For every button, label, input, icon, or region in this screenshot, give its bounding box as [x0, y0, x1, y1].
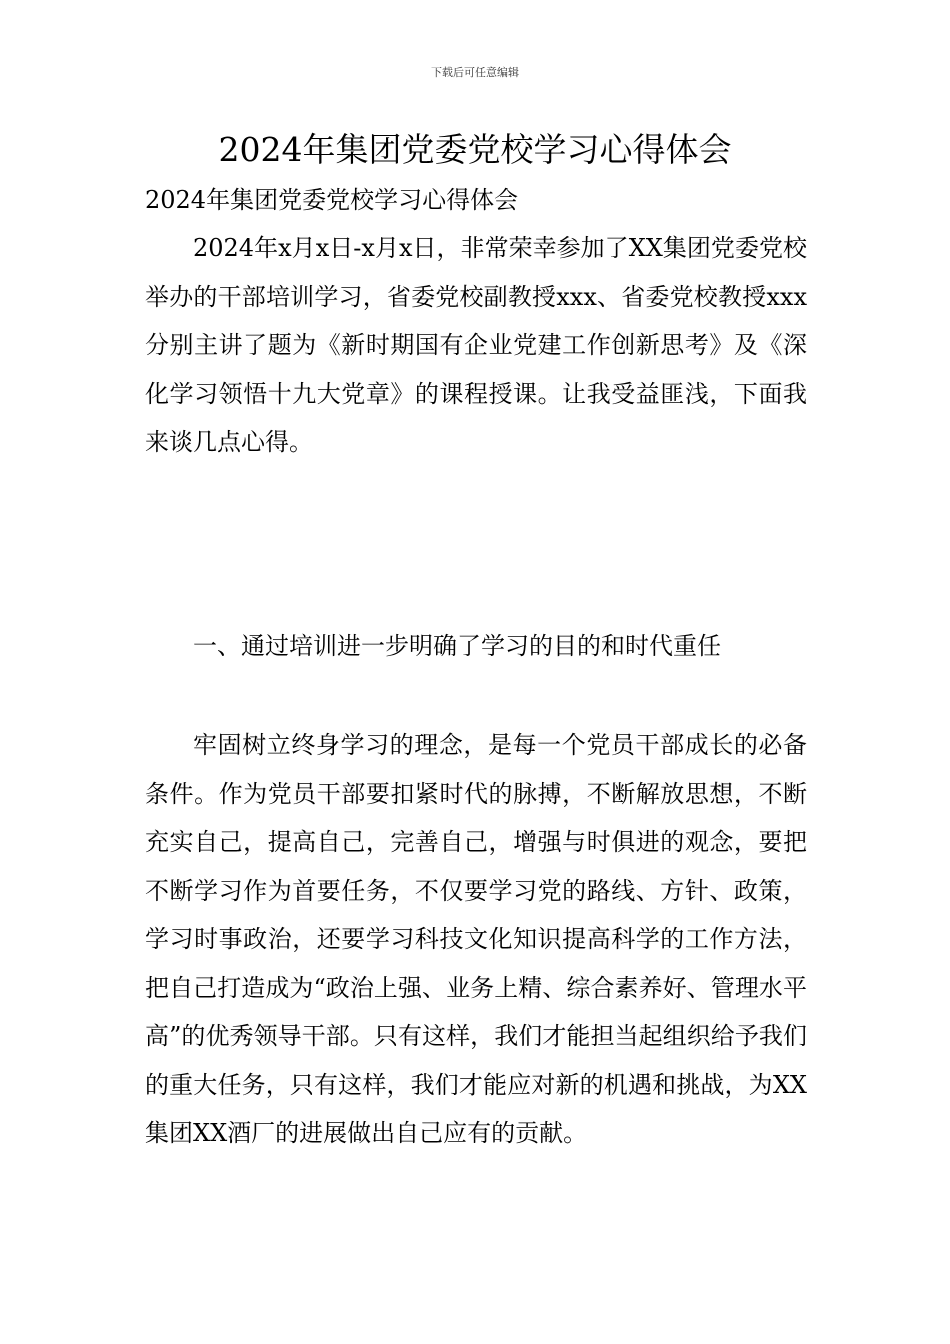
section-heading: 一、通过培训进一步明确了学习的目的和时代重任 [193, 632, 721, 660]
header-note: 下载后可任意编辑 [431, 66, 519, 79]
document-title: 2024年集团党委党校学习心得体会 [218, 130, 732, 169]
document-subtitle: 2024年集团党委党校学习心得体会 [145, 186, 519, 214]
intro-paragraph: 2024年x月x日-x月x日，非常荣幸参加了XX集团党委党校举办的干部培训学习，省委党校副教授xxx、省委党校教授xxx分别主讲了题为《新时期国有企业党建工作创新思考》及《深化学习领悟十九大党章》的课程授课。让我受益匪浅，下面我来谈几点心得。 [145, 234, 807, 456]
section-body-paragraph: 牢固树立终身学习的理念，是每一个党员干部成长的必备条件。作为党员干部要扣紧时代的脉搏，不断解放思想，不断充实自己，提高自己，完善自己，增强与时俱进的观念，要把不断学习作为首要任务，不仅要学习党的路线、方针、政策，学习时事政治，还要学习科技文化知识提高科学的工作方法，把自己打造成为“政治上强、业务上精、综合素养好、管理水平高”的优秀领导干部。只有这样，我们才能担当起组织给予我们的重大任务，只有这样，我们才能应对新的机遇和挑战，为XX集团XX酒厂的进展做出自己应有的贡献。 [145, 731, 807, 1147]
